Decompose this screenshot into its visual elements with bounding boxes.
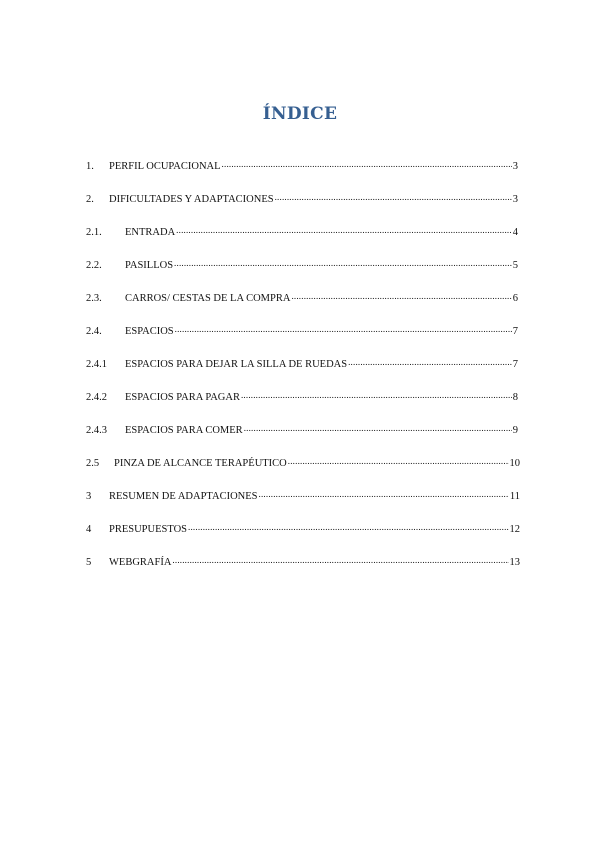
toc-entry-number: 2.3. [86, 293, 102, 304]
toc-entry-title: CARROS/ CESTAS DE LA COMPRA [125, 293, 291, 304]
dot-leader [244, 423, 512, 433]
toc-entry[interactable] [86, 357, 518, 371]
toc-entry-title: RESUMEN DE ADAPTACIONES [109, 491, 258, 502]
dot-leader [275, 192, 512, 202]
toc-entry-page: 11 [509, 491, 520, 502]
toc-entry-page: 7 [512, 326, 518, 337]
toc-entry-page: 4 [512, 227, 518, 238]
toc-entry-page: 12 [509, 524, 520, 535]
toc-entry-page: 3 [512, 161, 518, 172]
toc-entry[interactable] [86, 225, 518, 239]
toc-entry-title: PERFIL OCUPACIONAL [109, 161, 221, 172]
dot-leader [291, 291, 511, 301]
dot-leader [288, 456, 509, 466]
toc-entry-title: DIFICULTADES Y ADAPTACIONES [109, 194, 274, 205]
dot-leader [259, 489, 509, 499]
toc-entry-page: 7 [512, 359, 518, 370]
toc-entry-title: ENTRADA [125, 227, 176, 238]
toc-entry-page: 6 [512, 293, 518, 304]
page-title: ÍNDICE [262, 104, 338, 124]
toc-entry-title: ESPACIOS [125, 326, 174, 337]
toc-entry-page: 10 [509, 458, 520, 469]
toc-entry-title: ESPACIOS PARA COMER [125, 425, 243, 436]
toc-entry-title: PRESUPUESTOS [109, 524, 188, 535]
toc-entry-title: ESPACIOS PARA DEJAR LA SILLA DE RUEDAS [125, 359, 348, 370]
toc-entry-page: 13 [509, 557, 520, 568]
dot-leader [172, 555, 508, 565]
toc-entry-number: 2.4. [86, 326, 102, 337]
toc-entry-number: 2.5 [86, 458, 100, 469]
toc-entry-number: 2.4.1 [86, 359, 107, 370]
toc-entry-page: 3 [512, 194, 518, 205]
toc-entry[interactable] [86, 291, 518, 305]
toc-entry[interactable] [86, 324, 518, 338]
toc-entry-title: ESPACIOS PARA PAGAR [125, 392, 240, 403]
toc-entry[interactable] [86, 258, 518, 272]
toc-entry-number: 2.2. [86, 260, 102, 271]
dot-leader [222, 159, 512, 169]
toc-entry[interactable] [86, 423, 518, 437]
toc-entry[interactable] [86, 456, 520, 470]
toc-entry[interactable] [86, 390, 518, 404]
toc-entry[interactable] [86, 555, 520, 569]
dot-leader [348, 357, 512, 367]
toc-entry-number: 2.1. [86, 227, 102, 238]
toc-entry-number: 2. [86, 194, 94, 205]
dot-leader [241, 390, 512, 400]
toc-entry-number: 5 [86, 557, 92, 568]
toc-entry-number: 2.4.3 [86, 425, 107, 436]
toc-entry-page: 9 [512, 425, 518, 436]
dot-leader [174, 258, 512, 268]
dot-leader [176, 225, 512, 235]
toc-entry[interactable] [86, 489, 520, 503]
toc-entry-title: WEBGRAFÍA [109, 557, 172, 568]
dot-leader [188, 522, 508, 532]
toc-entry-number: 4 [86, 524, 92, 535]
toc-entry-title: PINZA DE ALCANCE TERAPÉUTICO [114, 458, 287, 469]
toc-entry-number: 3 [86, 491, 92, 502]
toc-entry-number: 2.4.2 [86, 392, 107, 403]
toc-entry-title: PASILLOS [125, 260, 174, 271]
toc-entry[interactable] [86, 192, 518, 206]
toc-entry-page: 8 [512, 392, 518, 403]
toc-entry[interactable] [86, 159, 518, 173]
toc-entry-page: 5 [512, 260, 518, 271]
toc-entry[interactable] [86, 522, 520, 536]
toc-entry-number: 1. [86, 161, 94, 172]
dot-leader [175, 324, 512, 334]
